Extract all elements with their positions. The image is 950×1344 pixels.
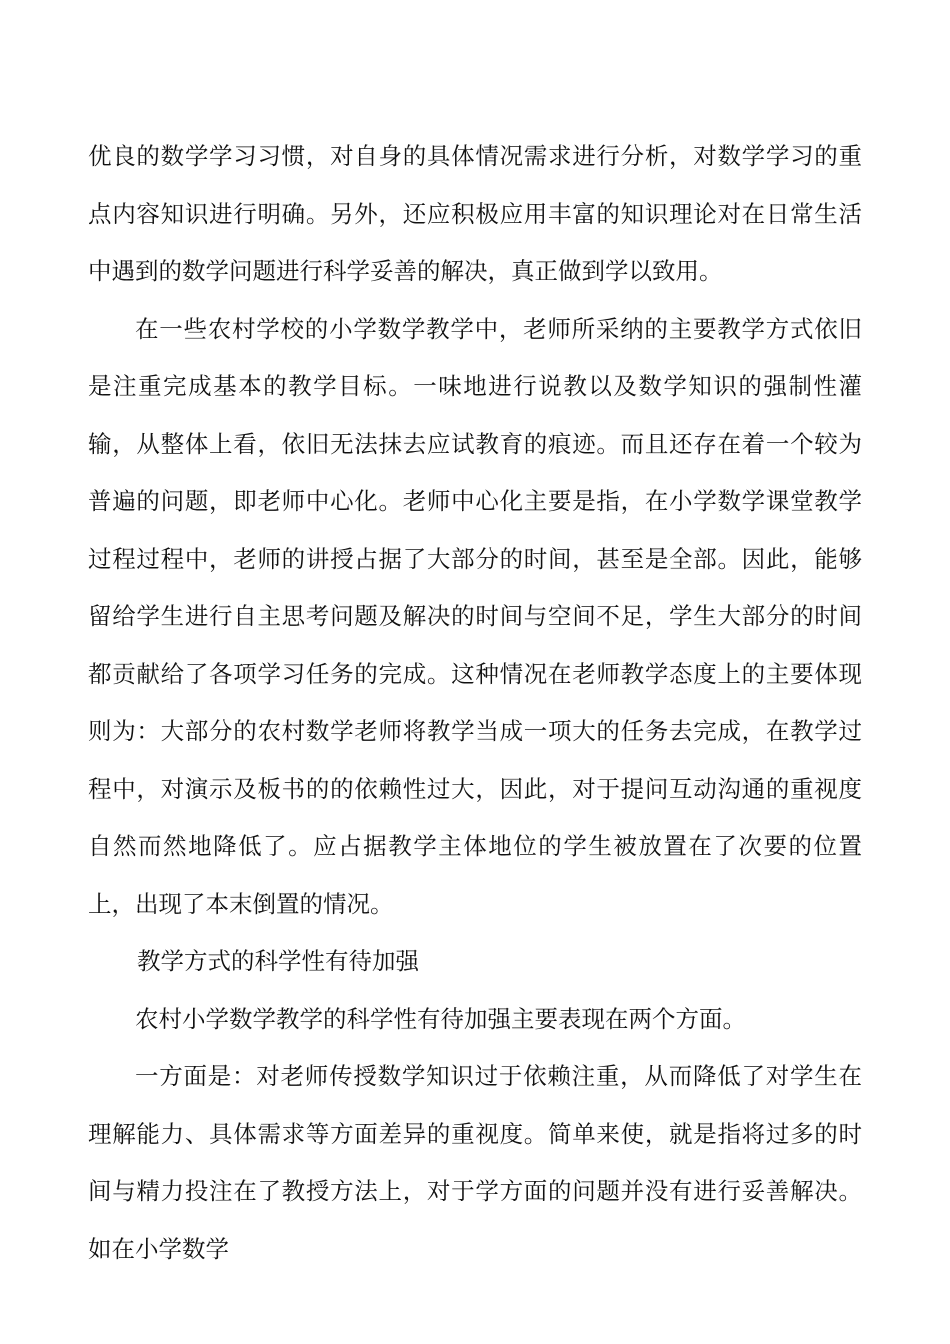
section-heading: 教学方式的科学性有待加强 [137, 947, 419, 975]
paragraph-first-aspect: 一方面是：对老师传授数学知识过于依赖注重，从而降低了对学生在理解能力、具体需求等方面差异的重视度。简单来使，就是指将过多的时间与精力投注在了教授方法上，对于学方面的问题并没有进行妥善解决。如在小学数学 [88, 1062, 862, 1263]
paragraph-continuation: 优良的数学学习习惯，对自身的具体情况需求进行分析，对数学学习的重点内容知识进行明确。另外，还应积极应用丰富的知识理论对在日常生活中遇到的数学问题进行科学妥善的解决，真正做到学以致用。 [88, 142, 862, 285]
paragraph-teacher-centered: 在一些农村学校的小学数学教学中，老师所采纳的主要教学方式依旧是注重完成基本的教学目标。一味地进行说教以及数学知识的强制性灌输，从整体上看，依旧无法抹去应试教育的痕迹。而且还存在着一个较为普遍的问题，即老师中心化。老师中心化主要是指，在小学数学课堂教学过程过程中，老师的讲授占据了大部分的时间，甚至是全部。因此，能够留给学生进行自主思考问题及解决的时间与空间不足，学生大部分的时间都贡献给了各项学习任务的完成。这种情况在老师教学态度上的主要体现则为：大部分的农村数学老师将教学当成一项大的任务去完成，在教学过程中，对演示及板书的的依赖性过大，因此，对于提问互动沟通的重视度自然而然地降低了。应占据教学主体地位的学生被放置在了次要的位置上，出现了本末倒置的情况。 [88, 314, 862, 918]
document-body [88, 128, 862, 1278]
paragraph-intro: 农村小学数学教学的科学性有待加强主要表现在两个方面。 [135, 1004, 746, 1033]
